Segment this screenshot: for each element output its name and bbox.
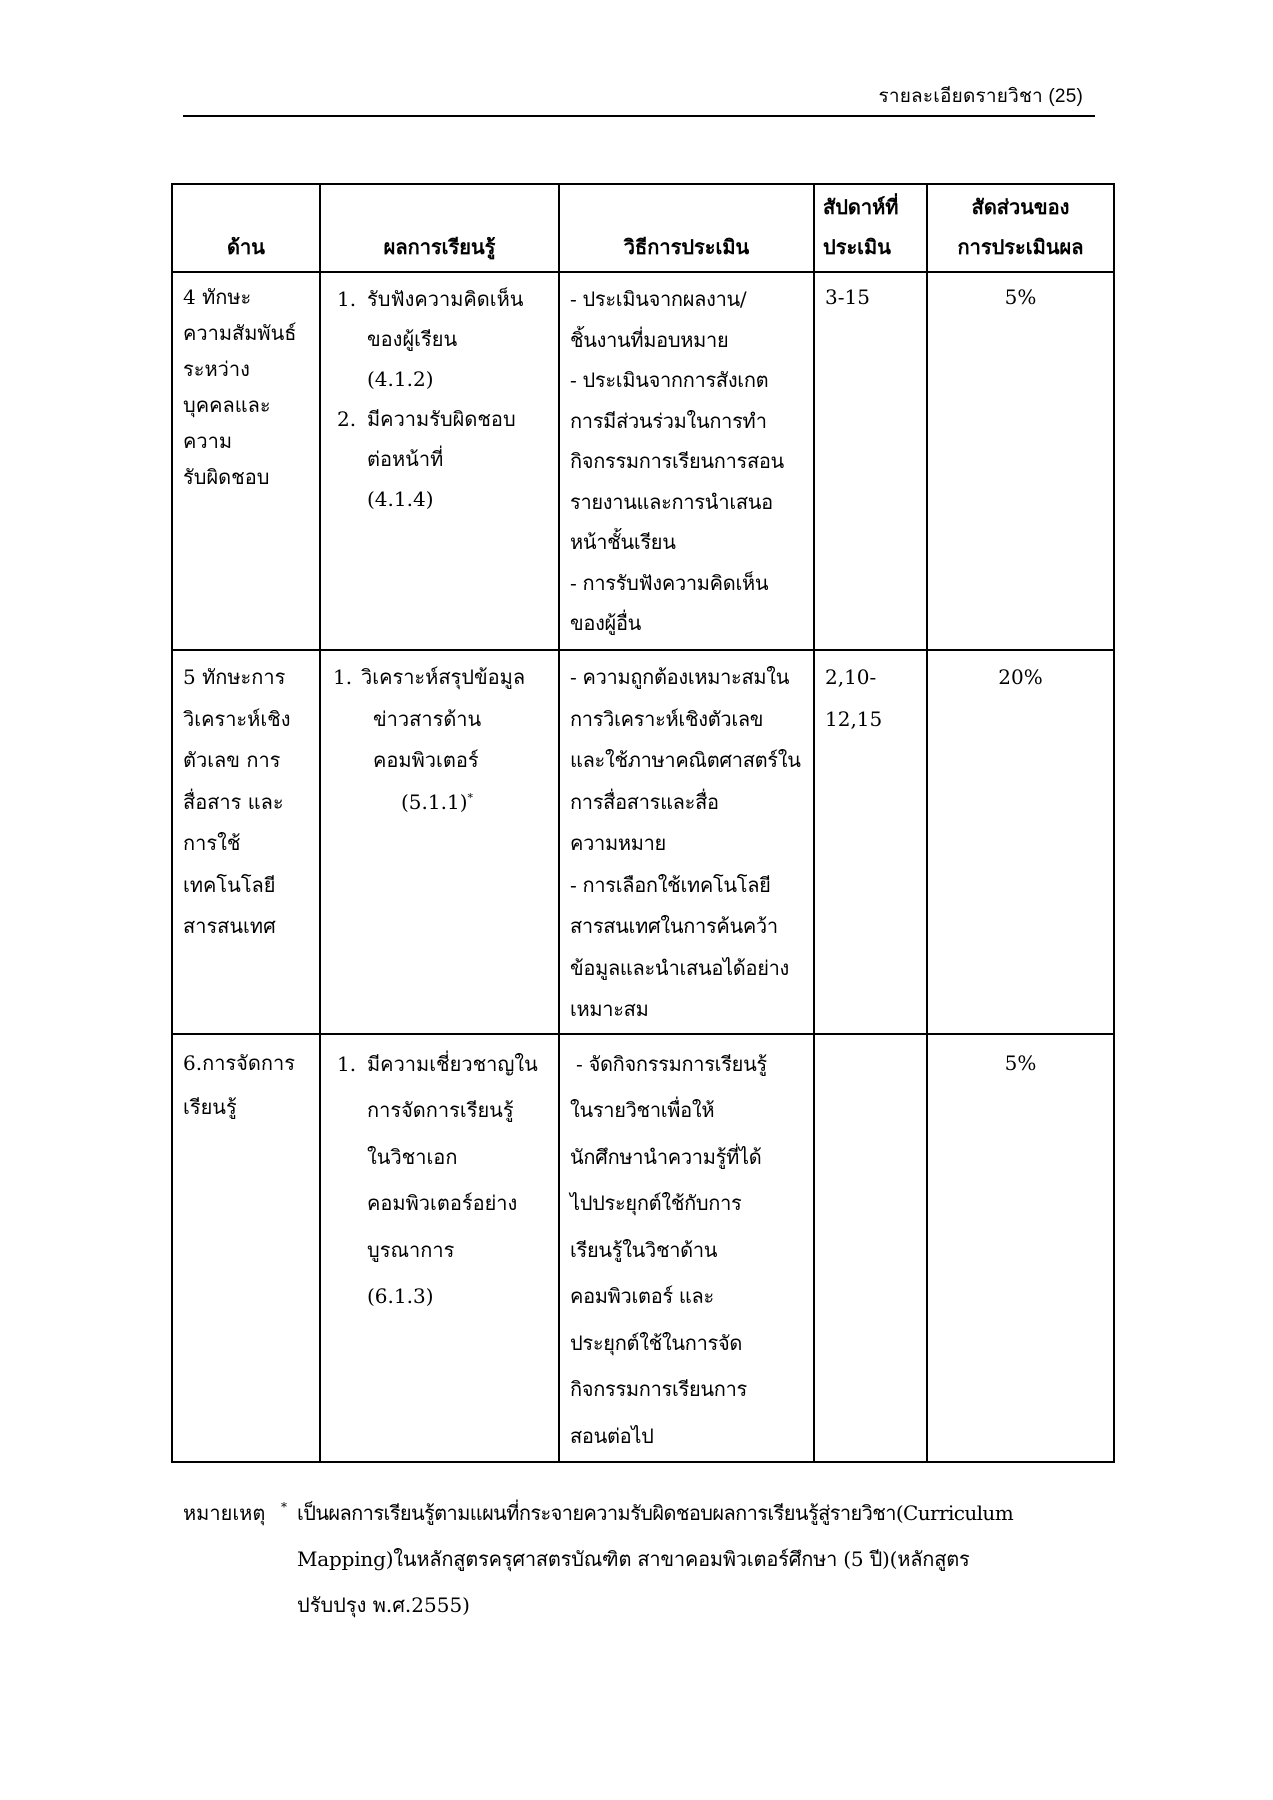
method-line: - ประเมินจากผลงาน/ bbox=[570, 287, 747, 311]
outcome-line: ของผู้เรียน bbox=[367, 327, 458, 351]
method-line: ประยุกต์ใช้ในการจัด bbox=[570, 1330, 743, 1355]
method-line: ไปประยุกต์ใช้กับการ bbox=[570, 1191, 742, 1215]
domain-line: เรียนรู้ bbox=[183, 1094, 237, 1119]
header-ratio bbox=[927, 184, 1114, 272]
cell-ratio bbox=[927, 650, 1114, 1034]
outcome-item bbox=[331, 657, 548, 823]
cell-week bbox=[814, 1034, 927, 1463]
method-line: การมีส่วนร่วมในการทำ bbox=[570, 408, 767, 433]
domain-line: 6.การจัดการ bbox=[183, 1050, 295, 1075]
method-line: คอมพิวเตอร์ และ bbox=[570, 1284, 714, 1308]
method-line: ข้อมูลและนำเสนอได้อย่าง bbox=[570, 955, 790, 980]
method-line: สารสนเทศในการค้นคว้า bbox=[570, 914, 778, 938]
header-week bbox=[814, 184, 927, 272]
outcome-item bbox=[331, 1041, 548, 1320]
method-line: เรียนรู้ในวิชาด้าน bbox=[570, 1237, 718, 1262]
outcome-number: 1. bbox=[337, 287, 357, 311]
cell-domain bbox=[172, 1034, 320, 1463]
outcome-line: ในวิชาเอก bbox=[367, 1144, 458, 1169]
outcome-line: การจัดการเรียนรู้ bbox=[367, 1098, 514, 1122]
method-line: กิจกรรมการเรียนการสอน bbox=[570, 449, 784, 473]
domain-line: ระหว่าง bbox=[183, 357, 250, 381]
running-header-text: รายละเอียดรายวิชา (25) bbox=[878, 86, 1083, 107]
cell-domain bbox=[172, 272, 320, 650]
domain-line: รับผิดชอบ bbox=[183, 465, 270, 489]
outcome-line: มีความรับผิดชอบ bbox=[367, 407, 516, 431]
cell-method bbox=[559, 272, 814, 650]
cell-method bbox=[559, 650, 814, 1034]
domain-line: ตัวเลข การ bbox=[183, 748, 281, 772]
domain-line: 5 ทักษะการ bbox=[183, 665, 286, 689]
domain-line: บุคคลและ bbox=[183, 393, 271, 417]
running-header bbox=[183, 80, 1095, 117]
header-domain-text: ด้าน bbox=[227, 235, 265, 259]
cell-outcome bbox=[320, 650, 559, 1034]
curriculum-mapping-marker: * bbox=[467, 790, 473, 804]
ratio-value: 5% bbox=[1004, 285, 1037, 309]
method-line: - ประเมินจากการสังเกต bbox=[570, 368, 769, 392]
method-line: - จัดกิจกรรมการเรียนรู้ bbox=[570, 1051, 767, 1076]
domain-line: 4 ทักษะ bbox=[183, 285, 252, 309]
outcome-list bbox=[331, 1041, 548, 1320]
method-line: รายงานและการนำเสนอ bbox=[570, 489, 773, 514]
week-line: 2,10- bbox=[825, 665, 877, 689]
cell-method bbox=[559, 1034, 814, 1463]
outcome-ref-text: (5.1.1) bbox=[401, 789, 468, 814]
footnote-label: หมายเหตุ bbox=[183, 1501, 266, 1525]
cell-ratio bbox=[927, 1034, 1114, 1463]
outcome-line: คอมพิวเตอร์อย่าง bbox=[367, 1191, 518, 1215]
method-line: ชิ้นงานที่มอบหมาย bbox=[570, 327, 729, 352]
outcome-ref: (6.1.3) bbox=[367, 1284, 434, 1308]
header-domain bbox=[172, 184, 320, 272]
header-method bbox=[559, 184, 814, 272]
outcome-line: วิเคราะห์สรุปข้อมูล bbox=[361, 665, 526, 689]
week-line: 3-15 bbox=[825, 285, 870, 309]
header-ratio-line: สัดส่วนของ bbox=[971, 195, 1070, 219]
method-line: ในรายวิชาเพื่อให้ bbox=[570, 1098, 715, 1122]
outcome-number: 1. bbox=[333, 665, 353, 689]
cell-ratio bbox=[927, 272, 1114, 650]
ratio-value: 5% bbox=[1004, 1050, 1037, 1075]
method-line: สอนต่อไป bbox=[570, 1423, 654, 1448]
outcome-line: คอมพิวเตอร์ bbox=[373, 748, 479, 772]
domain-line: สื่อสาร และ bbox=[183, 789, 284, 814]
outcome-item bbox=[331, 399, 548, 519]
outcome-ref: (4.1.4) bbox=[367, 487, 434, 511]
outcome-line: ต่อหน้าที่ bbox=[367, 447, 444, 471]
footnote-line: ปรับปรุง พ.ศ.2555) bbox=[297, 1593, 470, 1617]
cell-domain bbox=[172, 650, 320, 1034]
cell-week bbox=[814, 650, 927, 1034]
method-line: เหมาะสม bbox=[570, 997, 649, 1021]
footnote-line: เป็นผลการเรียนรู้ตามแผนที่กระจายความรับผิดชอบผลการเรียนรู้สู่รายวิชา(Curriculum bbox=[297, 1501, 1014, 1525]
method-line: ของผู้อื่น bbox=[570, 611, 642, 635]
footnote-body bbox=[297, 1490, 1103, 1628]
domain-line: สารสนเทศ bbox=[183, 914, 276, 938]
footnote-marker: * bbox=[281, 1500, 287, 1514]
header-ratio-line: การประเมินผล bbox=[957, 235, 1084, 259]
cell-outcome bbox=[320, 272, 559, 650]
outcome-line: มีความเชี่ยวชาญใน bbox=[367, 1051, 538, 1076]
ratio-value: 20% bbox=[998, 665, 1043, 689]
footnote bbox=[183, 1490, 1103, 1628]
method-line: - การเลือกใช้เทคโนโลยี bbox=[570, 872, 771, 897]
outcome-line: บูรณาการ bbox=[367, 1237, 455, 1262]
method-line: ความหมาย bbox=[570, 831, 666, 855]
cell-week bbox=[814, 272, 927, 650]
method-line: - การรับฟังความคิดเห็น bbox=[570, 570, 769, 595]
table-header-row bbox=[172, 184, 1114, 272]
method-line: หน้าชั้นเรียน bbox=[570, 530, 676, 554]
cell-outcome bbox=[320, 1034, 559, 1463]
outcome-ref bbox=[361, 782, 548, 824]
outcome-item bbox=[331, 279, 548, 399]
domain-line: ความสัมพันธ์ bbox=[183, 321, 297, 345]
footnote-line: Mapping)ในหลักสูตรครุศาสตรบัณฑิต สาขาคอมพิวเตอร์ศึกษา (5 ปี)(หลักสูตร bbox=[297, 1547, 970, 1571]
method-line: - ความถูกต้องเหมาะสมใน bbox=[570, 665, 790, 689]
assessment-table bbox=[171, 183, 1115, 1463]
table-row bbox=[172, 272, 1114, 650]
method-line: นักศึกษานำความรู้ที่ได้ bbox=[570, 1144, 762, 1169]
outcome-number: 2. bbox=[337, 407, 357, 431]
header-week-line: ประเมิน bbox=[823, 235, 891, 259]
header-outcome-text: ผลการเรียนรู้ bbox=[383, 235, 496, 259]
table-row bbox=[172, 650, 1114, 1034]
header-week-line: สัปดาห์ที่ bbox=[823, 195, 899, 219]
header-outcome bbox=[320, 184, 559, 272]
outcome-line: ข่าวสารด้าน bbox=[373, 706, 482, 731]
domain-line: ความ bbox=[183, 429, 233, 453]
domain-line: วิเคราะห์เชิง bbox=[183, 706, 291, 731]
outcome-list bbox=[331, 657, 548, 823]
outcome-number: 1. bbox=[337, 1051, 357, 1076]
method-line: การสื่อสารและสื่อ bbox=[570, 789, 719, 814]
outcome-ref: (4.1.2) bbox=[367, 367, 434, 391]
method-line: กิจกรรมการเรียนการ bbox=[570, 1377, 747, 1401]
domain-line: เทคโนโลยี bbox=[183, 872, 276, 897]
outcome-list bbox=[331, 279, 548, 519]
method-line: การวิเคราะห์เชิงตัวเลข bbox=[570, 706, 764, 731]
table-row bbox=[172, 1034, 1114, 1463]
header-method-text: วิธีการประเมิน bbox=[623, 235, 750, 259]
method-line: และใช้ภาษาคณิตศาสตร์ใน bbox=[570, 748, 801, 772]
domain-line: การใช้ bbox=[183, 831, 241, 855]
outcome-line: รับฟังความคิดเห็น bbox=[367, 287, 524, 311]
week-line: 12,15 bbox=[825, 706, 883, 731]
